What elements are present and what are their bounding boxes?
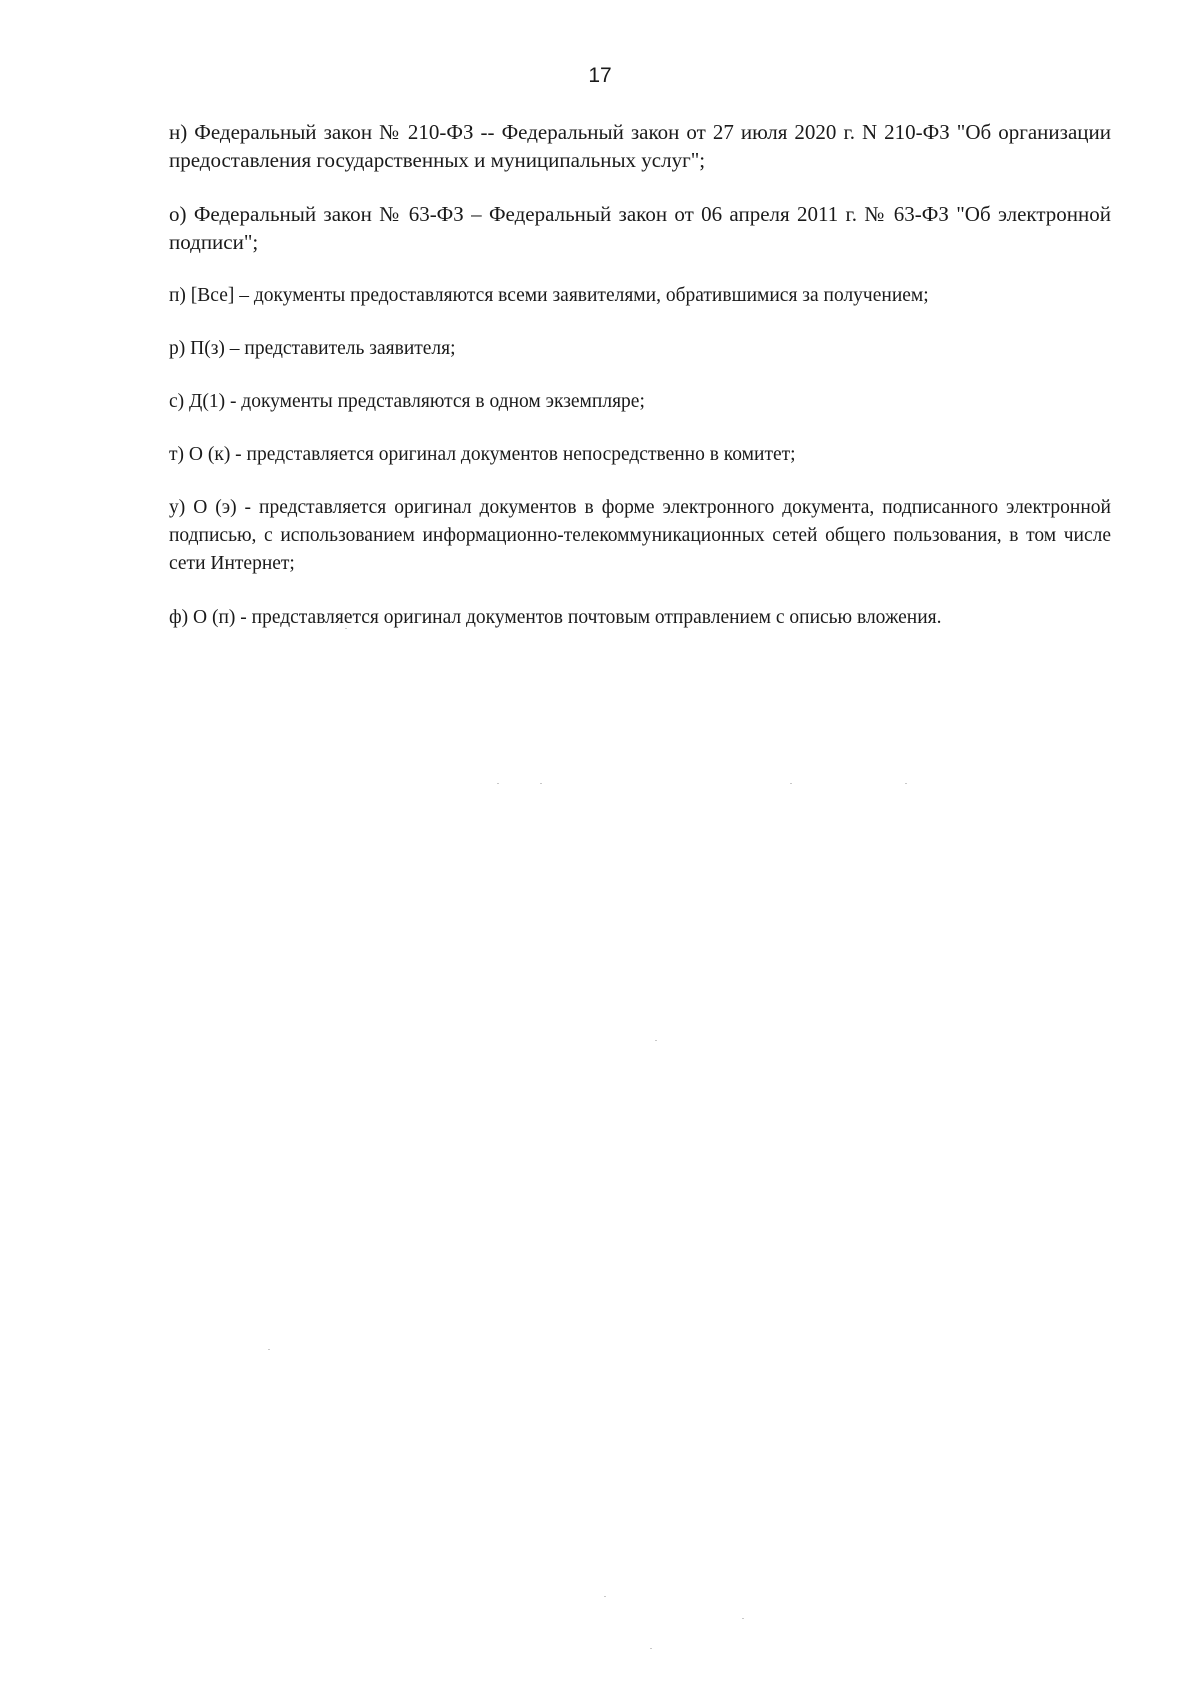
- list-item-s: с) Д(1) - документы представляются в одном экземпляре;: [169, 391, 645, 412]
- list-item-p: п) [Все] – документы предоставляются всеми заявителями, обратившимися за получением;: [169, 285, 929, 306]
- scan-speck: [540, 783, 542, 784]
- scan-speck: [604, 1596, 606, 1597]
- scan-speck: [268, 1349, 270, 1350]
- scan-speck: [497, 783, 499, 784]
- list-item-f: ф) О (п) - представляется оригинал документов почтовым отправлением с описью вложения.: [169, 607, 942, 628]
- page-number: 17: [588, 64, 612, 87]
- scan-speck: [790, 783, 792, 784]
- list-item-u: у) О (э) - представляется оригинал документов в форме электронного документа, подписанного электронной подписью, с использованием информационно-телекоммуникационных сетей общего пользования, в том числе сети Интернет;: [169, 497, 1111, 574]
- scan-speck: [655, 1040, 657, 1041]
- list-item-r: р) П(з) – представитель заявителя;: [169, 338, 456, 359]
- scan-speck: [742, 1618, 744, 1619]
- scan-speck: [345, 628, 347, 629]
- definitions-list: [169, 118, 1111, 657]
- list-item-t: т) О (к) - представляется оригинал документов непосредственно в комитет;: [169, 444, 796, 465]
- scan-speck: [905, 783, 907, 784]
- list-item-n: н) Федеральный закон № 210-ФЗ -- Федеральный закон от 27 июля 2020 г. N 210-ФЗ "Об организации предоставления государственных и муниципальных услуг";: [169, 120, 1111, 172]
- scan-speck: [650, 1648, 652, 1649]
- list-item-o: о) Федеральный закон № 63-ФЗ – Федеральный закон от 06 апреля 2011 г. № 63-ФЗ "Об электронной подписи";: [169, 202, 1111, 254]
